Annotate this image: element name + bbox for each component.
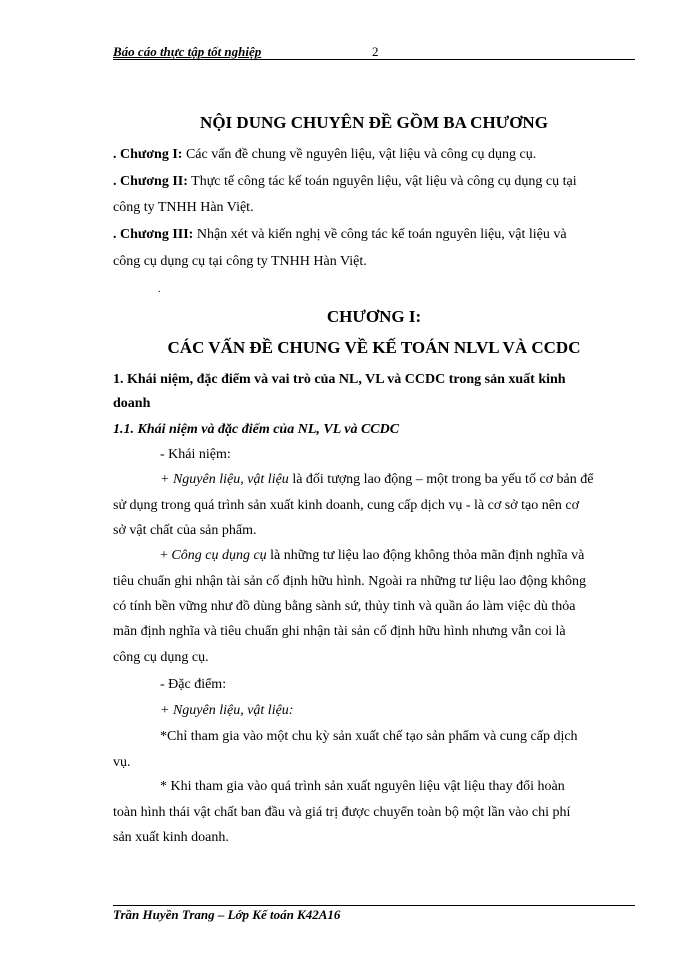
ccdc-definition-cont: có tính bền vững như đồ dùng bằng sành sứ, thủy tinh và quần áo làm việc dù thỏa (113, 599, 576, 614)
chapter-2-label: . Chương II: (113, 174, 188, 189)
ccdc-definition-text: là những tư liệu lao động không thỏa mãn định nghĩa và (266, 548, 585, 563)
chapter-3-summary (113, 227, 635, 243)
section-1-1-title: 1.1. Khái niệm và đặc điểm của NL, VL và CCDC (113, 422, 400, 437)
chapter-1-summary (113, 147, 635, 163)
page-header (113, 44, 635, 60)
chapter-1-label: . Chương I: (113, 147, 183, 162)
report-title: Báo cáo thực tập tốt nghiệp (113, 44, 262, 59)
page-footer: Trần Huyền Trang – Lớp Kế toán K42A16 (113, 907, 341, 922)
ccdc-definition-cont: tiêu chuẩn ghi nhận tài sản cố định hữu hình. Ngoài ra những tư liệu lao động không (113, 574, 587, 589)
ccdc-definition-cont: công cụ dụng cụ. (113, 650, 209, 665)
nvl-term: + Nguyên liệu, vật liệu (160, 472, 289, 487)
contents-heading: NỘI DUNG CHUYÊN ĐỀ GỒM BA CHƯƠNG (200, 113, 548, 132)
section-1-title-cont: doanh (113, 396, 151, 411)
chapter-2-text: Thực tế công tác kế toán nguyên liệu, vật liệu và công cụ dụng cụ tại (187, 174, 577, 189)
chapter-2-summary (113, 174, 635, 190)
feature-point-2-cont: toàn hình thái vật chất ban đầu và giá trị được chuyển toàn bộ một lần vào chi phí (113, 805, 571, 820)
ccdc-term: Công cụ dụng cụ (171, 548, 267, 563)
footer-divider (113, 905, 635, 906)
chapter-number: CHƯƠNG I: (326, 307, 422, 326)
ccdc-definition (160, 548, 635, 564)
ccdc-prefix: + (160, 548, 172, 563)
nvl-feature-label: + Nguyên liệu, vật liệu: (160, 703, 294, 718)
ccdc-definition-cont: mãn định nghĩa và tiêu chuẩn ghi nhận tài sản cố định hữu hình nhưng vẫn coi là (113, 624, 566, 639)
stray-dot: . (158, 284, 161, 295)
feature-point-2: * Khi tham gia vào quá trình sản xuất nguyên liệu vật liệu thay đổi hoàn (160, 779, 565, 794)
chapter-3-text: Nhận xét và kiến nghị về công tác kế toán nguyên liệu, vật liệu và (193, 227, 567, 242)
chapter-3-label: . Chương III: (113, 227, 194, 242)
chapter-1-text: Các vấn đề chung về nguyên liệu, vật liệu và công cụ dụng cụ. (182, 147, 537, 162)
nvl-definition-text: là đối tượng lao động – một trong ba yếu tố cơ bản để (288, 472, 594, 487)
feature-point-1-cont: vụ. (113, 755, 131, 770)
nvl-definition (160, 472, 635, 488)
feature-point-1: *Chỉ tham gia vào một chu kỳ sản xuất chế tạo sản phẩm và cung cấp dịch (160, 729, 578, 744)
nvl-definition-cont: sử dụng trong quá trình sản xuất kinh doanh, cung cấp dịch vụ - là cơ sở tạo nên cơ (113, 498, 580, 513)
nvl-definition-cont: sở vật chất của sản phẩm. (113, 523, 257, 538)
page-number: 2 (372, 44, 379, 59)
section-1-title: 1. Khái niệm, đặc điểm và vai trò của NL, VL và CCDC trong sản xuất kinh (113, 372, 566, 387)
feature-point-2-cont: sản xuất kinh doanh. (113, 830, 229, 845)
chapter-3-summary-cont: công cụ dụng cụ tại công ty TNHH Hàn Việt. (113, 254, 367, 269)
chapter-title: CÁC VẤN ĐỀ CHUNG VỀ KẾ TOÁN NLVL VÀ CCDC (167, 338, 581, 357)
feature-label: - Đặc điểm: (160, 677, 227, 692)
header-divider (113, 59, 635, 60)
chapter-2-summary-cont: công ty TNHH Hàn Việt. (113, 200, 254, 215)
concept-label: - Khái niệm: (160, 447, 231, 462)
